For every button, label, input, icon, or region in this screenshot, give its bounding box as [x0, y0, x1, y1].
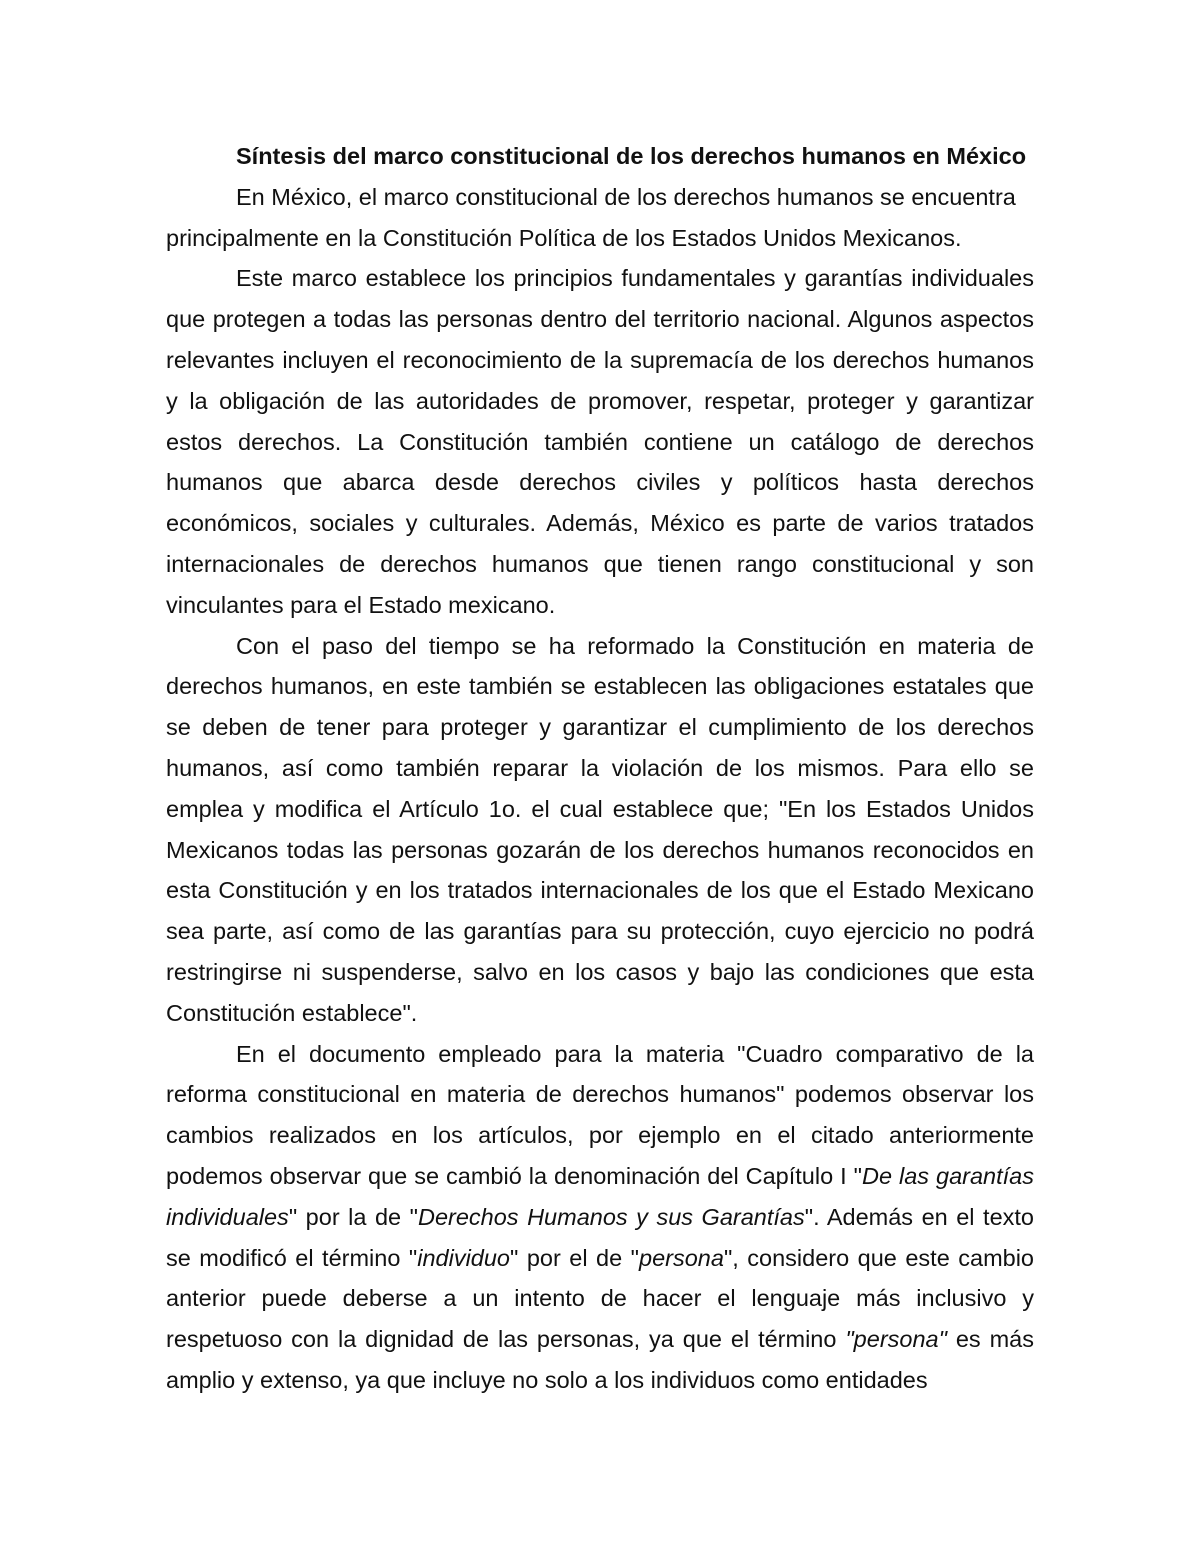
paragraph-4-segment: ". Además en el texto se modificó el término " — [166, 1203, 1035, 1271]
paragraph-4-segment: es más amplio y extenso, ya que incluye no solo a los individuos como entidades — [166, 1326, 1034, 1393]
paragraph-4-segment: " por la de " — [288, 1203, 418, 1230]
paragraph-4 — [166, 1034, 1034, 1401]
document-body — [166, 136, 1034, 1401]
paragraph-1: En México, el marco constitucional de los derechos humanos se encuentra principalmente en la Constitución Política de los Estados Unidos Mexicanos. — [166, 183, 1016, 251]
document-title: Síntesis del marco constitucional de los derechos humanos en México — [236, 143, 1027, 169]
paragraph-4-segment: " por el de " — [510, 1244, 639, 1271]
paragraph-4-italic-segment: De las garantías individuales — [166, 1162, 1034, 1230]
paragraph-4-italic-segment: Derechos Humanos y sus Garantías — [417, 1203, 805, 1230]
paragraph-4-italic-segment: individuo — [417, 1244, 510, 1271]
paragraph-2: Este marco establece los principios fundamentales y garantías individuales que protegen a todas las personas dentro del territorio nacional. Algunos aspectos relevantes incluyen el reconocimiento de la supremacía de los derechos humanos y la obligación de las autoridades de promover, respetar, proteger y garantizar estos derechos. La Constitución también contiene un catálogo de derechos humanos que abarca desde derechos civiles y políticos hasta derechos económicos, sociales y culturales. Además, México es parte de varios tratados internacionales de derechos humanos que tienen rango constitucional y son vinculantes para el Estado mexicano. — [166, 265, 1034, 618]
paragraph-4-segment: En el documento empleado para la materia "Cuadro comparativo de la reforma constitucional en materia de derechos humanos" podemos observar los cambios realizados en los artículos, por ejemplo en el citado anteriormente podemos observar que se cambió la denominación del Capítulo I " — [166, 1040, 1034, 1189]
paragraph-4-italic-segment: "persona" — [845, 1326, 947, 1353]
paragraph-4-segment: ", considero que este cambio anterior puede deberse a un intento de hacer el lenguaje más inclusivo y respetuoso con la dignidad de las personas, ya que el término — [166, 1244, 1034, 1353]
paragraph-3: Con el paso del tiempo se ha reformado la Constitución en materia de derechos humanos, en este también se establecen las obligaciones estatales que se deben de tener para proteger y garantizar el cumplimiento de los derechos humanos, así como también reparar la violación de los mismos. Para ello se emplea y modifica el Artículo 1o. el cual establece que; "En los Estados Unidos Mexicanos todas las personas gozarán de los derechos humanos reconocidos en esta Constitución y en los tratados internacionales de los que el Estado Mexicano sea parte, así como de las garantías para su protección, cuyo ejercicio no podrá restringirse ni suspenderse, salvo en los casos y bajo las condiciones que esta Constitución establece". — [166, 632, 1034, 1026]
paragraph-4-italic-segment: persona — [639, 1244, 724, 1271]
